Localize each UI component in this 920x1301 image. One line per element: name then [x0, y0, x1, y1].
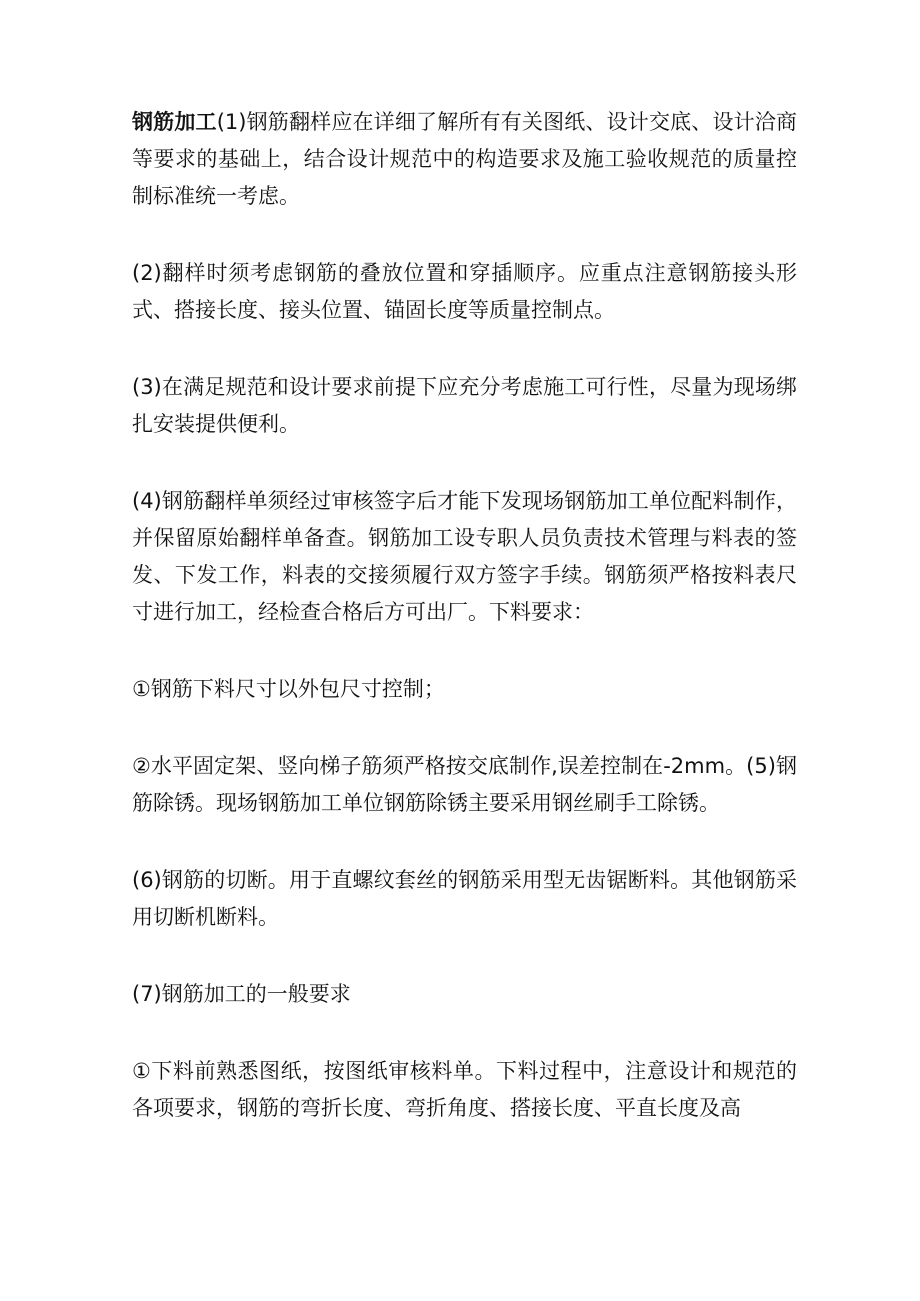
paragraph-9: ①下料前熟悉图纸，按图纸审核料单。下料过程中，注意设计和规范的各项要求，钢筋的弯折长度、弯折角度、搭接长度、平直长度及高 [132, 1059, 797, 1120]
paragraph-8: (7)钢筋加工的一般要求 [132, 982, 351, 1006]
paragraph-6: ②水平固定架、竖向梯子筋须严格按交底制作,误差控制在-2mm。(5)钢筋除锈。现场钢筋加工单位钢筋除锈主要采用钢丝刷手工除锈。 [132, 754, 797, 815]
document-page [132, 104, 797, 1167]
paragraph-7: (6)钢筋的切断。用于直螺纹套丝的钢筋采用型无齿锯断料。其他钢筋采用切断机断料。 [132, 868, 797, 929]
paragraph-4: (4)钢筋翻样单须经过审核签字后才能下发现场钢筋加工单位配料制作，并保留原始翻样单备查。钢筋加工设专职人员负责技术管理与料表的签发、下发工作，料表的交接须履行双方签字手续。钢筋须严格按料表尺寸进行加工，经检查合格后方可出厂。下料要求： [132, 489, 797, 624]
paragraph-3: (3)在满足规范和设计要求前提下应充分考虑施工可行性，尽量为现场绑扎安装提供便利。 [132, 375, 797, 436]
section-heading: 钢筋加工 [132, 110, 217, 134]
paragraph-2: (2)翻样时须考虑钢筋的叠放位置和穿插顺序。应重点注意钢筋接头形式、搭接长度、接头位置、锚固长度等质量控制点。 [132, 261, 797, 322]
paragraph-1-text: (1)钢筋翻样应在详细了解所有有关图纸、设计交底、设计洽商等要求的基础上，结合设计规范中的构造要求及施工验收规范的质量控制标准统一考虑。 [132, 110, 797, 208]
paragraph-5: ①钢筋下料尺寸以外包尺寸控制； [132, 677, 445, 701]
paragraph-1 [132, 104, 797, 215]
